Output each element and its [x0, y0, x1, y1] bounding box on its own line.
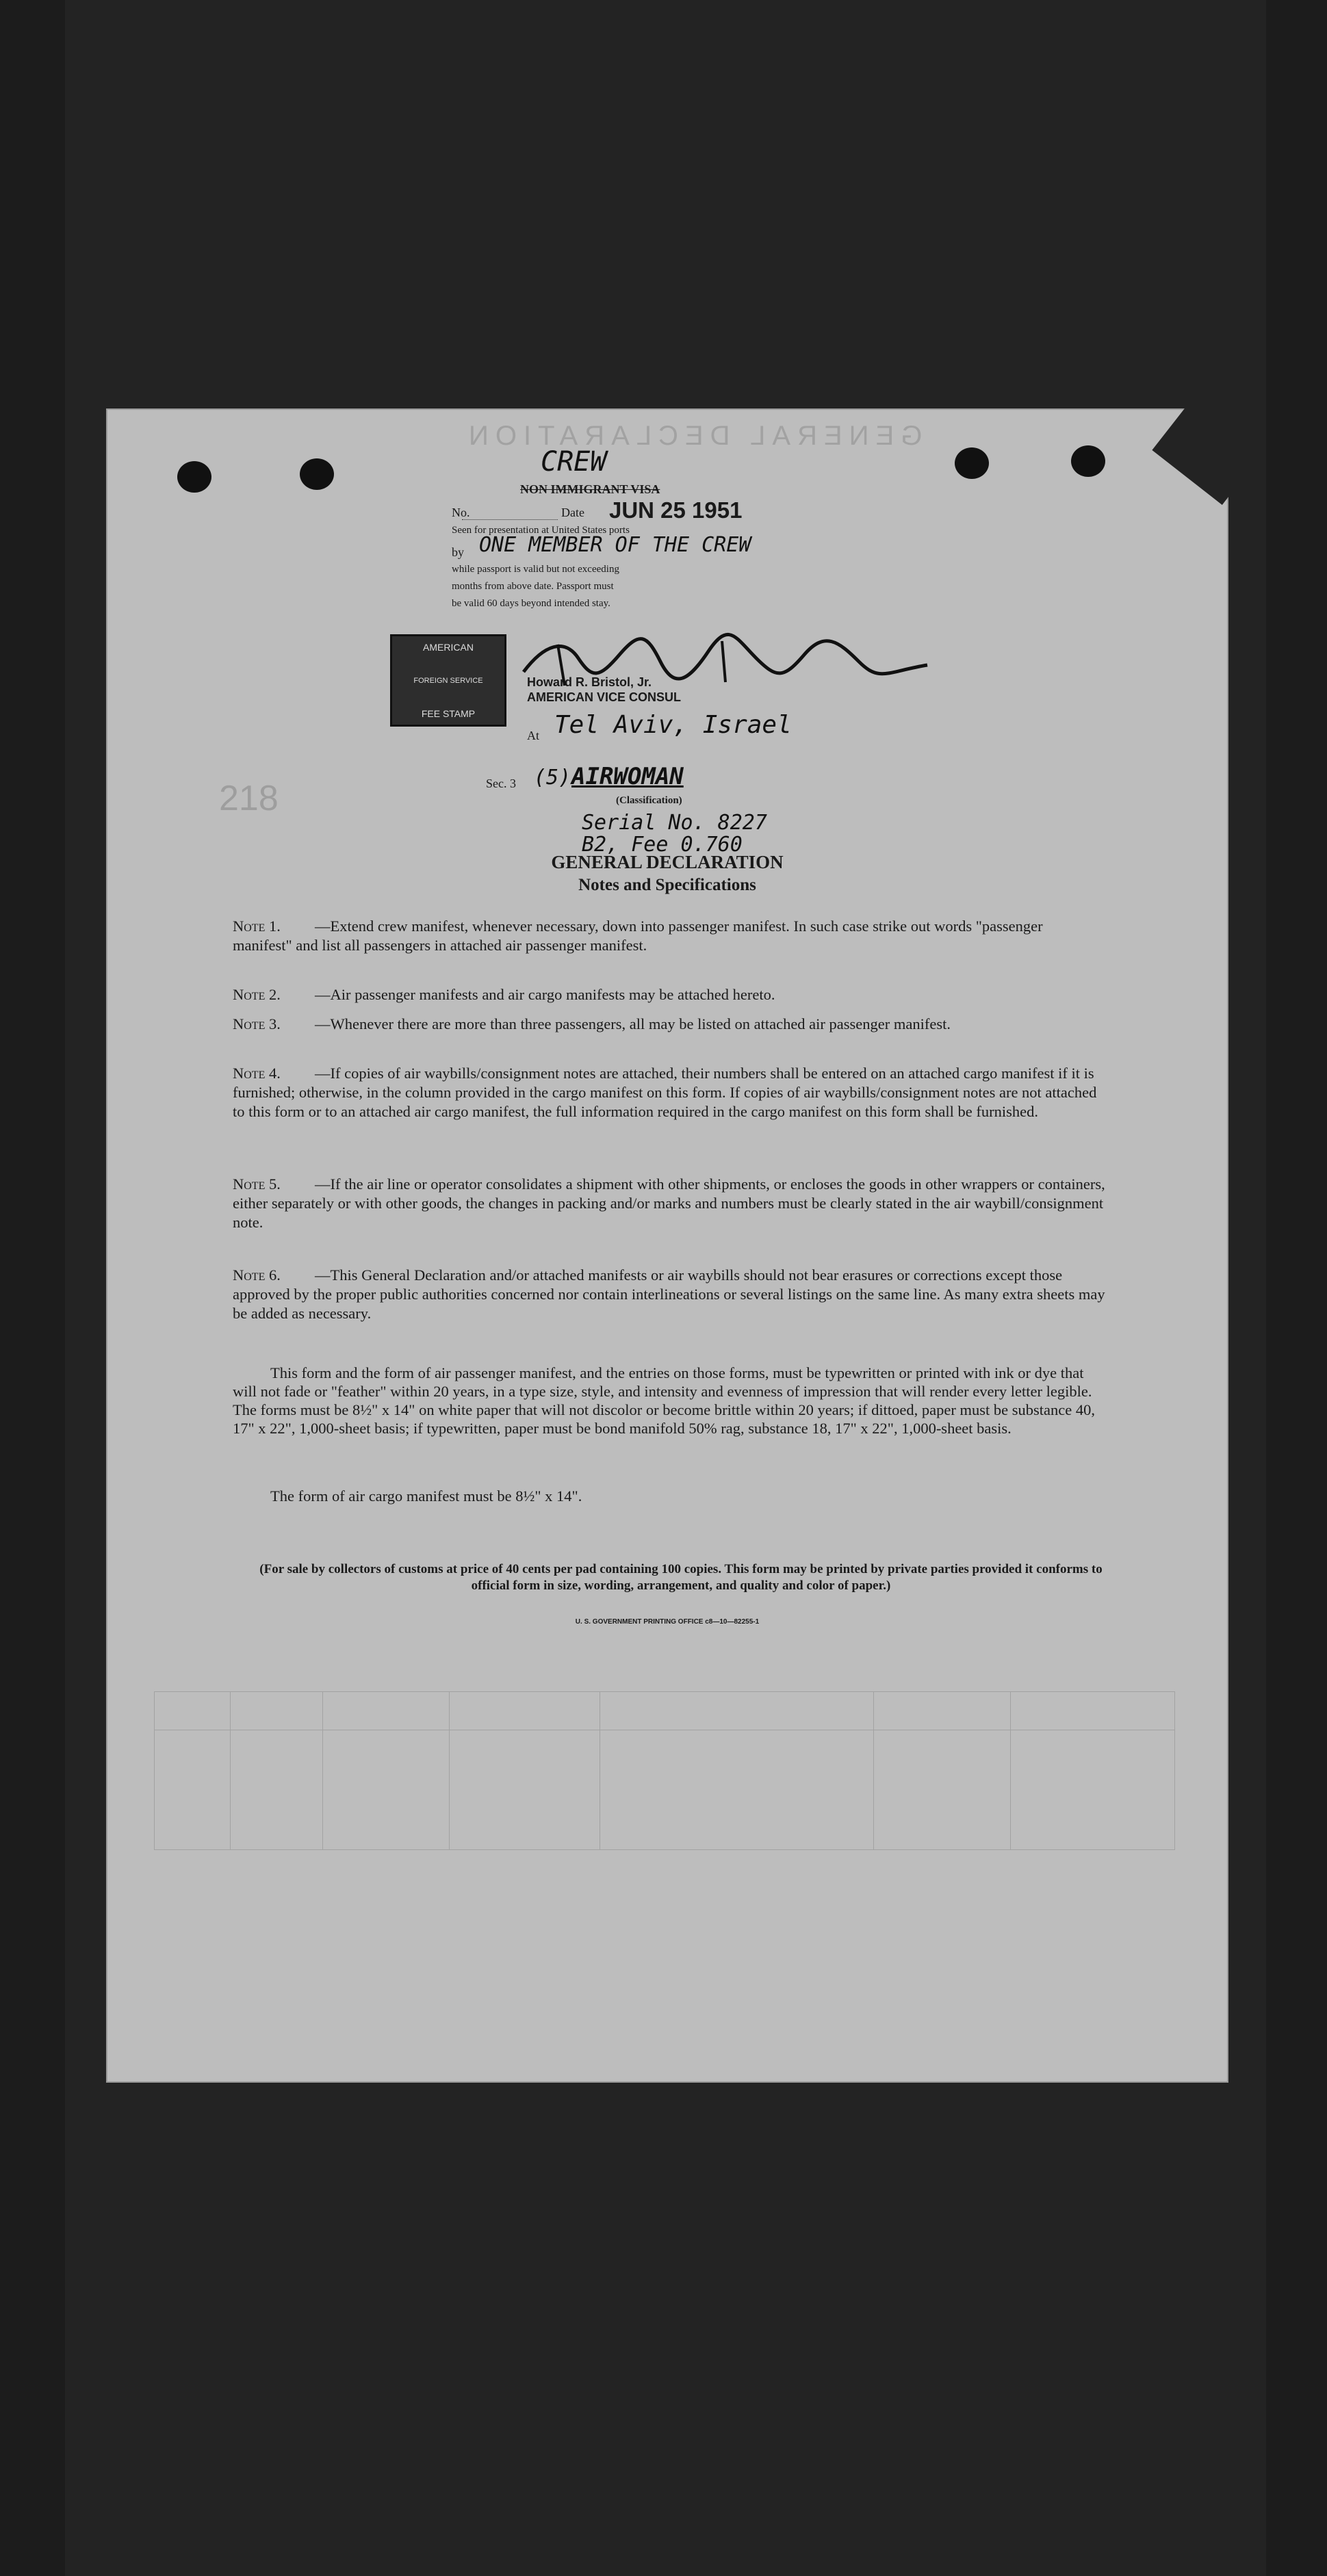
- document-sheet: [106, 408, 1228, 2083]
- visa-validity-1: while passport is valid but not exceeding: [452, 564, 619, 575]
- fee-handwriting: B2, Fee 0.760: [582, 833, 743, 857]
- grid-column: [449, 1692, 450, 1849]
- visa-by-label: by: [452, 545, 464, 559]
- classification-label: (Classification): [616, 795, 682, 806]
- grid-column: [1010, 1692, 1011, 1849]
- visa-place-handwriting: Tel Aviv, Israel: [554, 711, 792, 739]
- note-text: —Whenever there are more than three passengers, all may be listed on attached air passenger manifest.: [315, 1015, 951, 1032]
- crew-handwriting: CREW: [541, 446, 607, 478]
- note-5: [233, 1175, 1105, 1232]
- classification-handwriting: AIRWOMAN: [571, 763, 684, 790]
- visa-validity-3: be valid 60 days beyond intended stay.: [452, 598, 610, 609]
- document-subtitle: Notes and Specifications: [578, 876, 756, 894]
- note-1: [233, 917, 1105, 955]
- note-text: —Extend crew manifest, whenever necessary, down into passenger manifest. In such case strike out words "passenger manifest" and list all passengers in attached air passenger manifest.: [233, 918, 1043, 954]
- bleed-through-cargo-grid: [154, 1691, 1175, 1850]
- note-4: [233, 1064, 1105, 1121]
- consul-name: Howard R. Bristol, Jr.: [527, 675, 652, 689]
- note-text: —Air passenger manifests and air cargo manifests may be attached hereto.: [315, 986, 775, 1003]
- document-title: GENERAL DECLARATION: [551, 852, 784, 872]
- note-label: Note 2.: [233, 986, 281, 1003]
- note-label: Note 4.: [233, 1065, 281, 1082]
- bleed-through-title: GENERAL DECLARATION: [462, 421, 923, 451]
- sec-label: Sec. 3: [486, 777, 516, 790]
- visa-validity-2: months from above date. Passport must: [452, 581, 614, 592]
- cargo-size-line: The form of air cargo manifest must be 8½" x 14".: [270, 1487, 582, 1505]
- visa-number-line: [462, 506, 558, 520]
- grid-column: [873, 1692, 874, 1849]
- bleed-through-number: 218: [219, 779, 279, 818]
- torn-corner: [1152, 408, 1228, 505]
- serial-handwriting: Serial No. 8227: [582, 811, 767, 835]
- grid-column: [230, 1692, 231, 1849]
- note-text: —This General Declaration and/or attached manifests or air waybills should not bear erasures or corrections except those approved by the proper public authorities concerned nor contain interlineations or several listings on the same line. As many extra sheets may be added as necessary.: [233, 1266, 1105, 1322]
- fee-stamp-middle: FOREIGN SERVICE: [413, 676, 483, 685]
- visa-type: NON IMMIGRANT VISA: [520, 482, 660, 496]
- sale-note: (For sale by collectors of customs at price of 40 cents per pad containing 100 copies. This form may be printed by private parties provided it conforms to official form in size, wording, arrangement, and quality and color of paper.): [259, 1562, 1103, 1593]
- note-label: Note 5.: [233, 1175, 281, 1193]
- note-2: [233, 985, 1105, 1004]
- punch-hole: [177, 461, 211, 493]
- note-label: Note 6.: [233, 1266, 281, 1284]
- grid-column: [322, 1692, 323, 1849]
- printing-office-line: U. S. GOVERNMENT PRINTING OFFICE c8—10—82255-1: [575, 1618, 760, 1626]
- consul-signature: [517, 631, 941, 692]
- visa-number-label: No.: [452, 506, 470, 519]
- visa-date-label: Date: [561, 506, 584, 519]
- punch-hole: [955, 447, 989, 479]
- visa-seen-line: Seen for presentation at United States ports: [452, 525, 630, 536]
- note-label: Note 3.: [233, 1015, 281, 1032]
- note-6: [233, 1266, 1105, 1323]
- note-label: Note 1.: [233, 918, 281, 935]
- note-3: [233, 1015, 1105, 1034]
- fee-stamp: [390, 634, 506, 727]
- visa-date-value: JUN 25 1951: [609, 497, 743, 523]
- sec-number: (5): [534, 766, 571, 790]
- fee-stamp-bottom: FEE STAMP: [421, 708, 476, 719]
- note-text: —If copies of air waybills/consignment notes are attached, their numbers shall be entered on an attached cargo manifest if it is furnished; otherwise, in the column provided in the cargo manifest on this form. If copies of air waybills/consignment notes are not attached to this form or to an attached air cargo manifest, the full information required in the cargo manifest on this form shall be furnished.: [233, 1065, 1097, 1120]
- visa-at-label: At: [527, 729, 539, 742]
- visa-by-handwriting: ONE MEMBER OF THE CREW: [479, 533, 751, 557]
- punch-hole: [300, 458, 334, 490]
- fee-stamp-top: AMERICAN: [423, 642, 474, 653]
- specification-paragraph: This form and the form of air passenger manifest, and the entries on those forms, must be typewritten or printed with ink or dye that will not fade or "feather" within 20 years, in a type size, style, and intensity and evenness of impression that will render every letter legible. The forms must be 8½" x 14" on white paper that will not discolor or become brittle within 20 years; if dittoed, paper must be substance 40, 17" x 22", 1,000-sheet basis; if typewritten, paper must be bond manifold 50% rag, substance 18, 17" x 22", 1,000-sheet basis.: [233, 1364, 1095, 1437]
- note-text: —If the air line or operator consolidates a shipment with other shipments, or encloses the goods in other wrappers or containers, either separately or with other goods, the changes in packing and/or marks and numbers must be clearly stated in the air waybill/consignment note.: [233, 1175, 1105, 1231]
- consul-title: AMERICAN VICE CONSUL: [527, 690, 682, 704]
- punch-hole: [1071, 445, 1105, 477]
